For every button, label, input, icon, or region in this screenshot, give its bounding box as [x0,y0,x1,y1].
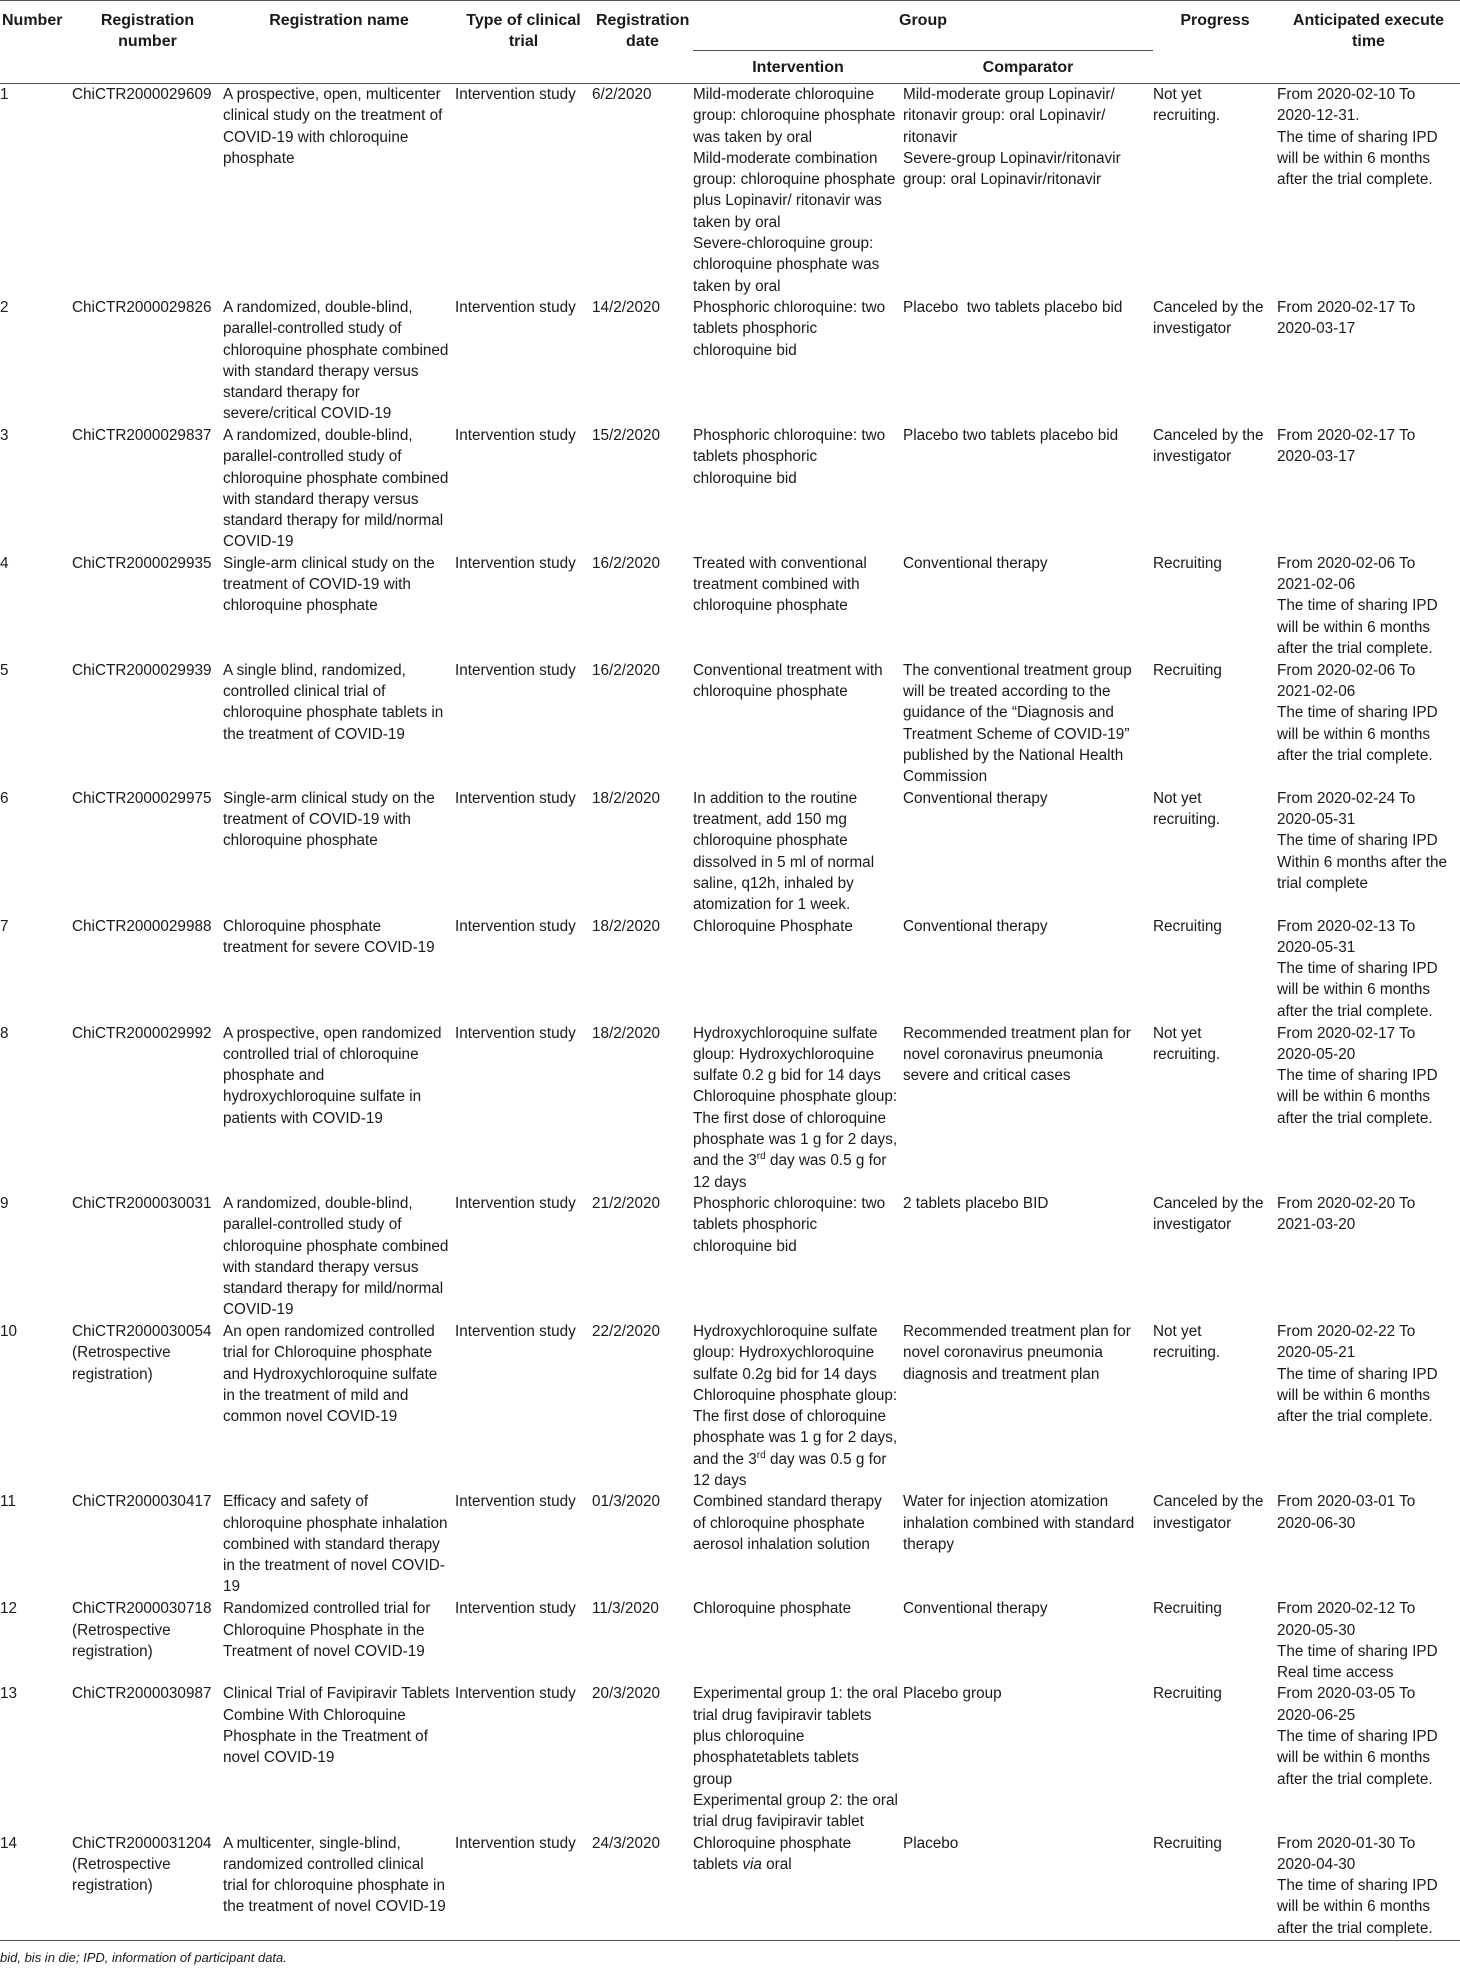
cell-number: 9 [0,1194,9,1212]
cell-trial-type: Intervention study [455,1833,592,1941]
cell-registration-date: 21/2/2020 [592,1194,661,1212]
cell-registration-date: 01/3/2020 [592,1493,661,1511]
table-row [0,425,1460,553]
cell-registration-number: ChiCTR2000029939 [72,661,212,679]
cell-registration-name: Efficacy and safety of chloroquine phosphate inhalation combined with standard therapy in the treatment of novel COVID-19 [223,1493,452,1596]
cell-progress: Canceled by the investigator [1153,1194,1268,1234]
header-progress: Progress [1153,1,1277,84]
cell-registration-date: 15/2/2020 [592,426,661,444]
cell-anticipated-time: From 2020-02-06 To 2021-02-06 The time of sharing IPD will be within 6 months after the trial complete. [1277,661,1438,764]
table-row [0,553,1460,660]
cell-progress: Not yet recruiting. [1153,1322,1221,1362]
cell-number: 3 [0,426,9,444]
cell-intervention: Hydroxychloroquine sulfate gloup: Hydroxychloroquine sulfate 0.2 g bid for 14 days Chloroquine phosphate gloup: The first dose of chloroquine phosphate was 1 g for 2 days, and the 3rd day was 0.5 g for 12 days [693,1024,898,1191]
cell-progress: Canceled by the investigator [1153,1493,1268,1532]
cell-trial-type: Intervention study [455,1493,576,1511]
cell-number: 7 [0,917,9,935]
cell-registration-name: A randomized, double-blind, parallel-controlled study of chloroquine phosphate combined with standard therapy versus standard therapy for severe/critical COVID-19 [223,298,453,423]
cell-registration-date: 18/2/2020 [592,1024,661,1042]
cell-registration-date: 24/3/2020 [592,1833,693,1941]
cell-comparator: Conventional therapy [903,917,1048,935]
cell-trial-type: Intervention study [455,1322,576,1340]
table-footnote: bid, bis in die; IPD, information of participant data. [0,1950,287,1965]
cell-comparator: Water for injection atomization inhalation combined with standard therapy [903,1493,1139,1553]
cell-progress: Recruiting [1153,1600,1222,1618]
cell-registration-date: 18/2/2020 [592,789,661,807]
cell-anticipated-time: From 2020-02-12 To 2020-05-30 The time of sharing IPD Real time access [1277,1600,1438,1682]
header-number: Number [0,1,72,84]
cell-number: 14 [0,1833,72,1941]
cell-comparator: Placebo group [903,1685,1002,1703]
cell-intervention: Hydroxychloroquine sulfate gloup: Hydroxychloroquine sulfate 0.2g bid for 14 days Chloroquine phosphate gloup: The first dose of chloroquine phosphate was 1 g for 2 days, and the 3rd day was 0.5 g for 12 days [693,1322,898,1489]
cell-registration-name: A prospective, open randomized controlled trial of chloroquine phosphate and hydroxychloroquine sulfate in patients with COVID-19 [223,1024,446,1127]
cell-number: 2 [0,298,9,316]
cell-registration-name: Randomized controlled trial for Chloroquine Phosphate in the Treatment of novel COVID-19 [223,1600,435,1660]
table-row [0,1598,1460,1683]
cell-progress: Recruiting [1153,1685,1222,1703]
cell-anticipated-time: From 2020-02-17 To 2020-05-20 The time of sharing IPD will be within 6 months after the trial complete. [1277,1024,1438,1127]
cell-registration-number: ChiCTR2000030054 (Retrospective registration) [72,1322,216,1383]
header-registration-name: Registration name [223,1,455,84]
cell-registration-date: 18/2/2020 [592,917,661,935]
table-row [0,1321,1460,1491]
table-row [0,1023,1460,1193]
cell-registration-name: Single-arm clinical study on the treatment of COVID-19 with chloroquine phosphate [223,789,439,850]
cell-comparator: Conventional therapy [903,554,1048,572]
cell-anticipated-time: From 2020-02-20 To 2021-03-20 [1277,1194,1420,1234]
cell-anticipated-time: From 2020-02-10 To 2020-12-31. The time of sharing IPD will be within 6 months after the trial complete. [1277,84,1460,297]
cell-registration-number: ChiCTR2000029609 [72,84,223,297]
cell-registration-number: ChiCTR2000029935 [72,554,212,572]
cell-registration-number: ChiCTR2000030417 [72,1493,212,1511]
cell-registration-number: ChiCTR2000030031 [72,1194,212,1212]
cell-registration-number: ChiCTR2000031204 (Retrospective registration) [72,1833,223,1941]
cell-trial-type: Intervention study [455,298,576,316]
cell-registration-name: A multicenter, single-blind, randomized controlled clinical trial for chloroquine phosphate in the treatment of novel COVID-19 [223,1833,455,1941]
header-intervention: Intervention [752,59,844,76]
cell-progress: Canceled by the investigator [1153,298,1268,338]
header-registration-date: Registration date [592,1,693,84]
cell-trial-type: Intervention study [455,1600,576,1618]
cell-anticipated-time: From 2020-02-17 To 2020-03-17 [1277,426,1420,466]
cell-registration-date: 11/3/2020 [592,1600,659,1618]
table-row [0,1491,1460,1598]
table-row [0,660,1460,788]
cell-registration-number: ChiCTR2000029837 [72,426,212,444]
cell-progress: Recruiting [1153,661,1222,679]
cell-trial-type: Intervention study [455,554,576,572]
cell-trial-type: Intervention study [455,789,576,807]
cell-progress: Not yet recruiting. [1153,789,1221,829]
cell-comparator: The conventional treatment group will be treated according to the guidance of the “Diagnosis and Treatment Scheme of COVID-19” published by the National Health Commission [903,661,1136,786]
cell-comparator: Recommended treatment plan for novel coronavirus pneumonia diagnosis and treatment plan [903,1322,1136,1383]
cell-registration-number: ChiCTR2000029975 [72,789,212,807]
cell-number: 13 [0,1685,18,1703]
table-row [0,788,1460,916]
cell-intervention: Chloroquine phosphate [693,1600,852,1618]
cell-registration-date: 6/2/2020 [592,84,693,297]
cell-registration-name: A randomized, double-blind, parallel-controlled study of chloroquine phosphate combined with standard therapy versus standard therapy for mild/normal COVID-19 [223,426,453,551]
cell-trial-type: Intervention study [455,1024,576,1042]
cell-intervention: In addition to the routine treatment, add 150 mg chloroquine phosphate dissolved in 5 ml of normal saline, q12h, inhaled by atomization for 1 week. [693,789,879,914]
cell-registration-name: A prospective, open, multicenter clinical study on the treatment of COVID-19 with chloroquine phosphate [223,84,455,297]
cell-progress: Canceled by the investigator [1153,426,1268,466]
cell-intervention: Combined standard therapy of chloroquine phosphate aerosol inhalation solution [693,1493,887,1553]
cell-trial-type: Intervention study [455,426,576,444]
cell-progress: Not yet recruiting. [1153,84,1277,297]
cell-intervention: Experimental group 1: the oral trial drug favipiravir tablets plus chloroquine phosphatetablets tablets group Experimental group 2: the oral trial drug favipiravir tablet [693,1685,898,1831]
cell-progress: Recruiting [1153,917,1222,935]
cell-anticipated-time: From 2020-01-30 To 2020-04-30 The time of sharing IPD will be within 6 months after the trial complete. [1277,1833,1460,1941]
cell-registration-number: ChiCTR2000030718 (Retrospective registration) [72,1600,216,1660]
cell-registration-name: A randomized, double-blind, parallel-controlled study of chloroquine phosphate combined with standard therapy versus standard therapy for mild/normal COVID-19 [223,1194,453,1319]
cell-intervention: Mild-moderate chloroquine group: chloroquine phosphate was taken by oral Mild-moderate combination group: chloroquine phosphate plus Lopinavir/ ritonavir was taken by oral Severe-chloroquine group: chloroquine phosphate was taken by oral [693,84,903,297]
header-trial-type: Type of clinical trial [455,1,592,84]
cell-number: 6 [0,789,9,807]
cell-number: 12 [0,1600,18,1618]
cell-number: 11 [0,1493,16,1511]
cell-anticipated-time: From 2020-02-06 To 2021-02-06 The time of sharing IPD will be within 6 months after the trial complete. [1277,554,1438,657]
cell-anticipated-time: From 2020-02-24 To 2020-05-31 The time of sharing IPD Within 6 months after the trial complete [1277,789,1448,892]
cell-comparator: Recommended treatment plan for novel coronavirus pneumonia severe and critical cases [903,1024,1136,1085]
cell-trial-type: Intervention study [455,84,592,297]
cell-progress: Recruiting [1153,554,1222,572]
header-group: Group [693,1,1153,51]
cell-intervention: Conventional treatment with chloroquine phosphate [693,661,887,701]
cell-registration-date: 20/3/2020 [592,1685,661,1703]
cell-trial-type: Intervention study [455,1685,576,1703]
cell-comparator: Placebo two tablets placebo bid [903,426,1119,444]
header-comparator: Comparator [982,59,1074,76]
cell-anticipated-time: From 2020-02-13 To 2020-05-31 The time of sharing IPD will be within 6 months after the trial complete. [1277,917,1438,1020]
cell-intervention: Treated with conventional treatment combined with chloroquine phosphate [693,554,871,615]
cell-number: 1 [0,84,72,297]
cell-anticipated-time: From 2020-03-01 To 2020-06-30 [1277,1493,1420,1532]
table-row [0,1683,1460,1832]
cell-comparator: Placebo [903,1833,1153,1941]
cell-anticipated-time: From 2020-02-22 To 2020-05-21 The time of sharing IPD will be within 6 months after the trial complete. [1277,1322,1438,1426]
header-anticipated-time: Anticipated execute time [1277,1,1460,84]
cell-trial-type: Intervention study [455,917,576,935]
table-row [0,1833,1460,1941]
cell-progress: Recruiting [1153,1833,1277,1941]
cell-registration-number: ChiCTR2000029988 [72,917,212,935]
cell-anticipated-time: From 2020-02-17 To 2020-03-17 [1277,298,1420,338]
table-row [0,916,1460,1023]
cell-registration-name: An open randomized controlled trial for Chloroquine phosphate and Hydroxychloroquine sulfate in the treatment of mild and common novel COVID-19 [223,1322,442,1426]
cell-intervention: Chloroquine phosphate tablets via oral [693,1833,903,1941]
cell-comparator: Mild-moderate group Lopinavir/ ritonavir group: oral Lopinavir/ ritonavir Severe-group Lopinavir/ritonavir group: oral Lopinavir/ritonavir [903,84,1153,297]
cell-registration-name: A single blind, randomized, controlled clinical trial of chloroquine phosphate tablets in the treatment of COVID-19 [223,661,448,743]
cell-trial-type: Intervention study [455,661,576,679]
cell-comparator: Conventional therapy [903,1600,1048,1618]
cell-registration-date: 22/2/2020 [592,1322,661,1340]
cell-registration-number: ChiCTR2000029826 [72,298,212,316]
table-row [0,297,1460,425]
cell-trial-type: Intervention study [455,1194,576,1212]
cell-registration-date: 14/2/2020 [592,298,661,316]
cell-progress: Not yet recruiting. [1153,1024,1221,1063]
header-registration-number: Registration number [72,1,223,84]
cell-intervention: Phosphoric chloroquine: two tablets phosphoric chloroquine bid [693,426,890,487]
cell-intervention: Chloroquine Phosphate [693,917,853,935]
cell-number: 5 [0,661,9,679]
cell-registration-name: Single-arm clinical study on the treatment of COVID-19 with chloroquine phosphate [223,554,439,615]
cell-registration-name: Chloroquine phosphate treatment for severe COVID-19 [223,917,435,956]
cell-registration-number: ChiCTR2000030987 [72,1685,212,1703]
cell-number: 8 [0,1024,9,1042]
cell-intervention: Phosphoric chloroquine: two tablets phosphoric chloroquine bid [693,298,890,359]
cell-comparator: 2 tablets placebo BID [903,1194,1049,1212]
cell-intervention: Phosphoric chloroquine: two tablets phosphoric chloroquine bid [693,1194,890,1255]
table-row [0,84,1460,297]
cell-comparator: Placebo two tablets placebo bid [903,298,1123,316]
cell-comparator: Conventional therapy [903,789,1048,807]
cell-registration-name: Clinical Trial of Favipiravir Tablets Combine With Chloroquine Phosphate in the Treatment of novel COVID-19 [223,1685,454,1767]
cell-registration-date: 16/2/2020 [592,554,661,572]
cell-number: 4 [0,554,9,572]
cell-registration-date: 16/2/2020 [592,661,661,679]
cell-anticipated-time: From 2020-03-05 To 2020-06-25 The time of sharing IPD will be within 6 months after the trial complete. [1277,1685,1438,1788]
cell-registration-number: ChiCTR2000029992 [72,1024,212,1042]
cell-number: 10 [0,1322,18,1340]
table-row [0,1193,1460,1321]
